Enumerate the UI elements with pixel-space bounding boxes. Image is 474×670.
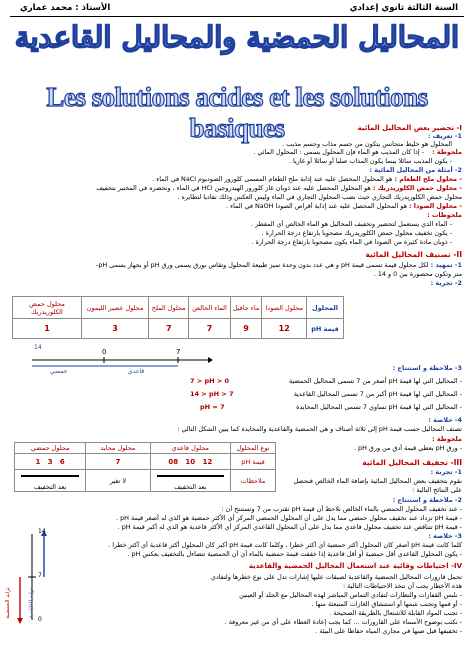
s2-note-label: ملحوظة : — [432, 435, 462, 443]
soda-text: هو المحلول المحصل عليه عند إذابة أقراص الصودا NaOH في الماء . — [226, 202, 407, 210]
class-header-basic: محلول قاعدي — [150, 443, 230, 454]
conclusion-acid: - المحاليل التي لها قيمة pH أصغر من 7 تسمى المحاليل الحمضية — [289, 377, 462, 385]
ph-value-0: 12 — [262, 319, 307, 339]
s2-summary-text: تصنف المحاليل حسب قيمة pH إلى ثلاثة أصناف و هي الحمضية والقاعدية والمحايدة كما يبين الشكل التالي : — [177, 425, 462, 433]
s1-soda-line — [10, 202, 462, 210]
s4-line-3: - نلبس القفازات والنظارات لتفادي التماس المباشر لهذه المحاليل مع الجلد أو العينين — [239, 591, 462, 599]
class-basic-values — [150, 454, 230, 470]
s3-line-6: كلما كانت قيمة pH أصغر كان المحلول أكثر حمضية أي أكثر خطرا ، وكلما كانت قيمة pH أكبر كان المحلول أكثر قاعدية أي أكثر خطرا . — [108, 541, 462, 549]
ph-table-header-5: محلول عصير الليمون — [82, 297, 149, 319]
s3-experiment-label: 1- تجربة : — [430, 468, 462, 476]
header-rule — [10, 16, 464, 17]
acid-increase-label: تزايد الحمضية — [4, 587, 11, 619]
s2-observation-label: 3- ملاحظة و استنتاج : — [392, 364, 462, 372]
ph-value-1: 9 — [230, 319, 262, 339]
class-header-acid: محلول حمضي — [15, 443, 86, 454]
class-remark-basic — [150, 470, 230, 492]
s1-examples-label: 2- أمثلة من المحاليل المائية : — [369, 166, 462, 174]
s1-note-label: ملحوظة : — [432, 148, 462, 156]
conclusion-acid-range: 7 > pH > 0 — [190, 377, 230, 385]
s2-intro-line — [10, 261, 462, 269]
s4-line-5: - تجنب المواد القابلة للاشتعال بالطريقة الصحيحة . — [329, 609, 462, 617]
s3-line-3: - عند تخفيف المحلول الحمضي بالماء الخالص نلاحظ أن قيمة pH تقترب من 7 وتستنتج أن : — [221, 505, 462, 513]
title-arabic: المحاليل الحمضية والمحاليل القاعدية — [14, 20, 460, 54]
s2-intro-line-2: متر وتكون محصورة بين 0 و 14 . — [373, 270, 462, 278]
conclusion-neutral-range: pH = 7 — [200, 403, 225, 411]
s2-summary-label: 4- خلاصة : — [428, 416, 462, 424]
s1-line-3: - يكون المذيب سائلا بينما يكون المذاب صلبا أو سائلا أو غازيا . — [288, 157, 452, 165]
class-remark-basic-text: بعد التخفيف — [174, 483, 207, 491]
ph-table-header-2: ماء جافيل — [230, 297, 262, 319]
class-remark-acid-text: بعد التخفيف — [33, 483, 67, 491]
level-label: السنة الثالثة ثانوي إعدادي — [349, 3, 458, 13]
ph-value-3: 7 — [149, 319, 189, 339]
classification-table — [14, 442, 276, 492]
class-acid-value-2: 1 — [35, 457, 41, 466]
s4-line-4: - أو فمها وتجنب شمها أو استنشاق الغازات المنبعثة منها . — [311, 600, 462, 608]
ph-value-4: 3 — [82, 319, 149, 339]
ph-table — [12, 296, 344, 339]
class-basic-value-2: 08 — [168, 457, 179, 466]
s1-line-1: المحلول هو خليط متجانس يتكون من جسم مذاب وجسم مذيب . — [282, 140, 452, 148]
ph-scale-acid-label: حمضي — [50, 368, 68, 375]
section-3-heading: III- تخفيف المحاليل المائية — [362, 458, 462, 467]
s3-line-2: على النتائج التالية : — [412, 486, 462, 494]
class-acid-value-1: 3 — [47, 457, 53, 466]
ph-table-header-3: الماء الخالص — [189, 297, 230, 319]
ph-table-header-6: محلول حمض الكلوريدريك — [13, 297, 82, 319]
hcl-text: هو المحلول المحصل عليه عند ذوبان غاز كلورور الهيدروجين HCl في الماء ، ونحضره في المختبر بتخفيف — [96, 184, 371, 192]
class-acid-values — [15, 454, 86, 470]
class-acid-value-0: 6 — [59, 457, 65, 466]
ph-table-header-1: محلول الصودا — [262, 297, 307, 319]
s4-line-7: - تخفيفها قبل صبها في مجاري المياه حفاظا على البيئة . — [315, 627, 462, 635]
ph-direction-label-14: 14 — [38, 528, 46, 535]
base-increase-label: تزايد القاعدية — [28, 587, 35, 619]
ph-scale-label-7: 7 — [176, 348, 181, 356]
s2-note-text: - ورق pH يعطي قيمة أدق من ورق pH . — [353, 444, 462, 452]
ph-table-row-label: قيمة pH — [307, 319, 344, 339]
class-ph-label: قيمة pH — [231, 454, 276, 470]
s1-remarks-label: ملحوظات : — [427, 211, 462, 219]
s4-line-6: - نكتب بوضوح الأسماء على القارورات ... كما يجب إعادة الغطاء على أي من غير معروفة . — [224, 618, 462, 626]
s2-intro-label: 1- تمهيد : — [430, 261, 462, 269]
ph-value-2: 7 — [189, 319, 230, 339]
class-remark-acid-arrow — [21, 475, 79, 482]
class-basic-value-1: 10 — [185, 457, 196, 466]
s4-line-2: هذه الأخطار يجب أن نتخذ الاحتياطات التالية : — [342, 582, 462, 590]
s1-hcl-line — [10, 184, 462, 192]
s2-experiment-label: 2- تجربة : — [430, 279, 462, 287]
s3-summary-label: 3- خلاصة : — [428, 532, 462, 540]
class-remark-basic-arrow — [157, 475, 224, 482]
ph-table-header-0: المحلول — [307, 297, 344, 319]
salt-text: هو المحلول المحصل عليه عند إذابة ملح الطعام المسمى كلورور الصوديوم NaCl في الماء . — [152, 175, 393, 183]
ph-scale-label-0: 0 — [102, 348, 107, 356]
ph-value-5: 1 — [13, 319, 82, 339]
soda-label: - محلول الصودا : — [409, 202, 462, 210]
teacher-label: الأستاذ : محمد عماري — [20, 3, 111, 13]
class-neutral-value: 7 — [86, 454, 150, 470]
s1-remark-3: - ذوبان مادة كثيرة من الصودا في الماء يكون مصحوبا بارتفاع درجة الحرارة . — [251, 238, 452, 246]
s4-line-1: تحمل قارورات المحاليل الحمضية والقاعدية لصيقات عليها إشارات تدل على نوع خطرها ولتفادي — [210, 573, 462, 581]
s3-line-5: - قيمة pH تتناقص عند تخفيف محلول قاعدي مما يدل على أن المحلول القاعدي المركز أي الأكثر قاعدية هو الذي له أكبر قيمة pH . — [117, 523, 462, 531]
conclusion-basic-range: 14 > pH > 7 — [190, 390, 234, 398]
s1-definition-label: 1- تعريف : — [427, 132, 462, 140]
class-remarks-label: ملاحظات — [231, 470, 276, 492]
acid-direction-head — [17, 618, 23, 624]
ph-scale-arrow — [208, 357, 213, 363]
class-remark-neutral: لا تغير — [86, 470, 150, 492]
ph-direction-label-0: 0 — [38, 616, 42, 623]
section-1-heading: I- تحضير بعض المحاليل المائية — [357, 124, 462, 132]
section-4-heading: IV- احتياطات وقائية عند استعمال المحاليل الحمضية والقاعدية — [248, 562, 462, 570]
conclusion-neutral: - المحاليل التي لها قيمة pH تساوي 7 تسمى المحاليل المحايدة — [296, 403, 462, 411]
class-remark-acid — [15, 470, 86, 492]
s2-intro-text: لكل محلول قيمة تسمى قيمة pH و هي عدد بدون وحدة تميز طبيعة المحلول وتقاس بورق يسمى ورق pH أو بجهاز يسمى pH- — [96, 261, 429, 269]
salt-label: - محلول ملح الطعام : — [394, 175, 462, 183]
ph-direction-label-7: 7 — [38, 572, 42, 579]
s1-remark-2: - يكون تخفيف محلول حمض الكلوريدريك مصحوبا بارتفاع درجة الحرارة . — [261, 229, 452, 237]
s1-line-2: - إذا كان المذيب هو الماء فإن المحلول يسمى : المحلول المائي . — [253, 148, 424, 156]
conclusion-basic: - المحاليل التي لها قيمة pH أكبر من 7 تسمى المحاليل القاعدية — [293, 390, 462, 398]
s3-line-7: - يكون المحلول القاعدي أقل حمضية أو أقل قاعدية إذا خففت قيمة حمضية بالماء أي أن الحمضية تتضاءل بالتخفيف بعكس pH . — [127, 550, 462, 558]
s1-remark-1: - الماء الذي يستعمل لتحضير وتخفيف المحاليل هو الماء الخالص أي المقطر . — [251, 220, 452, 228]
s1-salt-line — [10, 175, 462, 183]
title-french: Les solutions acides et les solutions basiques — [46, 82, 428, 143]
class-basic-value-0: 12 — [202, 457, 213, 466]
s3-line-4: - قيمة pH تزداد عند تخفيف محلول حمضي مما يدل على أن المحلول الحمضي المركز أي الأكثر حمضية هو الذي له أصغر قيمة pH . — [115, 514, 462, 522]
ph-scale-basic-label: قاعدي — [128, 368, 145, 375]
ph-scale-label-14: 14 — [34, 344, 42, 351]
hcl-label: - محلول حمض الكلوريدريك : — [372, 184, 462, 192]
class-header-type: نوع المحلول — [231, 443, 276, 454]
class-header-neutral: محلول محايد — [86, 443, 150, 454]
s1-hcl-line-2: محلول حمض الكلوريدريك التجاري حيث نصب المحلول التجاري في الماء وليس العكس وذلك تفاديا لتطايره . — [177, 193, 462, 201]
s3-observation-label: 2- ملاحظة و استنتاج : — [392, 496, 462, 504]
section-2-heading: II- تصنيف المحاليل المائية — [365, 251, 462, 259]
ph-table-header-4: محلول الملح — [149, 297, 189, 319]
s3-line-1: نقوم بتخفيف بعض المحاليل المائية بإضافة الماء الخالص فنحصل — [293, 477, 462, 485]
ph-scale-axis — [14, 342, 214, 384]
